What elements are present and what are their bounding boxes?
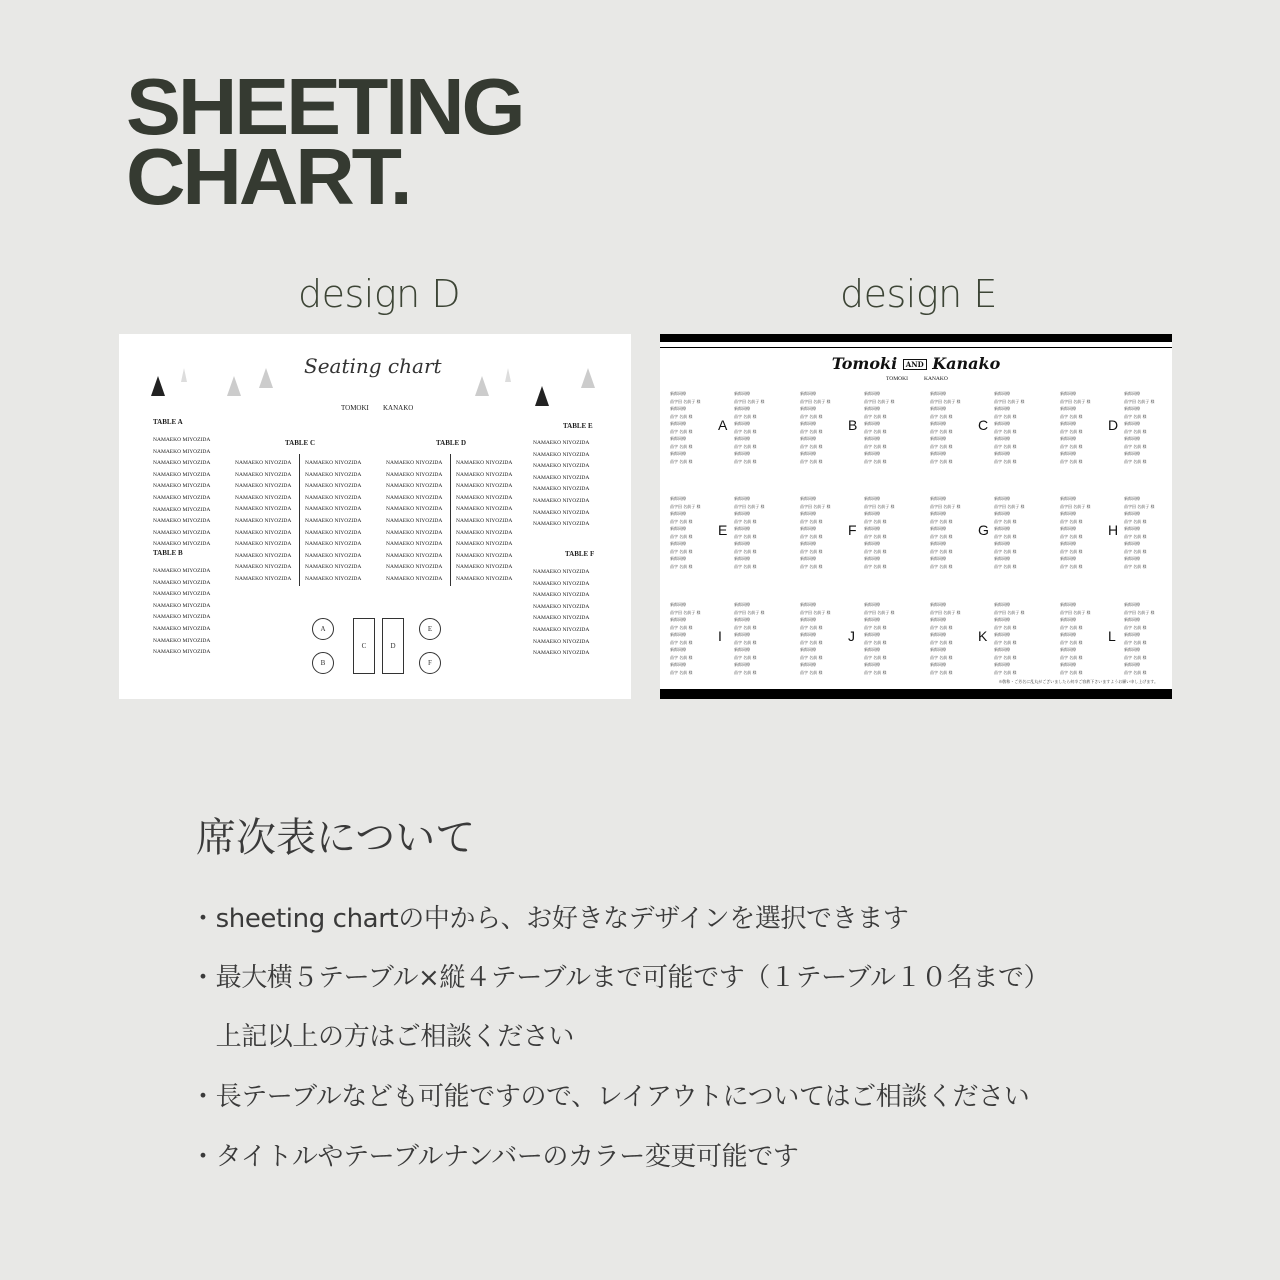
table-b-left-guests: 新郎同僚 苗字田 名前子 様 新郎同僚 苗字 名前 様 新郎同僚 苗字 名前 様 新郎同僚 苗字 名前 様 新郎同僚 苗字 名前 様 — [800, 391, 831, 464]
table-g-left-guests: 新郎同僚 苗字田 名前子 様 新郎同僚 苗字 名前 様 新郎同僚 苗字 名前 様 新郎同僚 苗字 名前 様 新郎同僚 苗字 名前 様 — [930, 496, 961, 569]
table-f-label: TABLE F — [565, 550, 595, 558]
tree-icon — [581, 368, 595, 388]
table-i-label: I — [718, 628, 722, 644]
table-e-list: NAMAEKO NIYOZIDA NAMAEKO NIYOZIDA NAMAEKO NIYOZIDA NAMAEKO NIYOZIDA NAMAEKO NIYOZIDA NAMAEKO NIYOZIDA NAMAEKO NIYOZIDA NAMAEKO NIYOZIDA — [533, 440, 590, 528]
tree-icon — [181, 368, 187, 382]
bottom-bar — [660, 689, 1172, 699]
design-e-label: design E — [840, 272, 997, 316]
table-c-right-guests: 新郎同僚 苗字田 名前子 様 新郎同僚 苗字 名前 様 新郎同僚 苗字 名前 様 新郎同僚 苗字 名前 様 新郎同僚 苗字 名前 様 — [994, 391, 1025, 464]
table-d-right-list: NAMAEKO NIYOZIDA NAMAEKO NIYOZIDA NAMAEKO NIYOZIDA NAMAEKO NIYOZIDA NAMAEKO NIYOZIDA NAMAEKO NIYOZIDA NAMAEKO NIYOZIDA NAMAEKO NIYOZIDA NAMAEKO NIYOZIDA NAMAEKO NIYOZIDA NAMAEKO NIYOZIDA — [456, 460, 513, 582]
table-d-right-guests: 新郎同僚 苗字田 名前子 様 新郎同僚 苗字 名前 様 新郎同僚 苗字 名前 様 新郎同僚 苗字 名前 様 新郎同僚 苗字 名前 様 — [1124, 391, 1155, 464]
table-c-label: TABLE C — [285, 439, 316, 447]
table-l-label: L — [1108, 628, 1116, 644]
table-j-left-guests: 新郎同僚 苗字田 名前子 様 新郎同僚 苗字 名前 様 新郎同僚 苗字 名前 様 新郎同僚 苗字 名前 様 新郎同僚 苗字 名前 様 — [800, 602, 831, 675]
layout-table-d: D — [382, 618, 404, 674]
bullet-3: 上記以上の方はご相談ください — [190, 1022, 575, 1052]
layout-table-b: B — [312, 652, 334, 674]
table-b-label: TABLE B — [153, 549, 183, 557]
seating-chart-title: Seating chart — [304, 354, 442, 378]
table-g-right-guests: 新郎同僚 苗字田 名前子 様 新郎同僚 苗字 名前 様 新郎同僚 苗字 名前 様 新郎同僚 苗字 名前 様 新郎同僚 苗字 名前 様 — [994, 496, 1025, 569]
groom-sub: TOMOKI — [886, 376, 908, 382]
design-d-label: design D — [298, 272, 461, 316]
table-l-left-guests: 新郎同僚 苗字田 名前子 様 新郎同僚 苗字 名前 様 新郎同僚 苗字 名前 様 新郎同僚 苗字 名前 様 新郎同僚 苗字 名前 様 — [1060, 602, 1091, 675]
table-f-right-guests: 新郎同僚 苗字田 名前子 様 新郎同僚 苗字 名前 様 新郎同僚 苗字 名前 様 新郎同僚 苗字 名前 様 新郎同僚 苗字 名前 様 — [864, 496, 895, 569]
layout-table-f: F — [419, 652, 441, 674]
table-c-left-guests: 新郎同僚 苗字田 名前子 様 新郎同僚 苗字 名前 様 新郎同僚 苗字 名前 様 新郎同僚 苗字 名前 様 新郎同僚 苗字 名前 様 — [930, 391, 961, 464]
table-a-right-guests: 新郎同僚 苗字田 名前子 様 新郎同僚 苗字 名前 様 新郎同僚 苗字 名前 様 新郎同僚 苗字 名前 様 新郎同僚 苗字 名前 様 — [734, 391, 765, 464]
table-h-label: H — [1108, 522, 1119, 538]
table-b-list: NAMAEKO MIYOZIDA NAMAEKO MIYOZIDA NAMAEKO MIYOZIDA NAMAEKO MIYOZIDA NAMAEKO MIYOZIDA NAMAEKO MIYOZIDA NAMAEKO MIYOZIDA NAMAEKO MIYOZIDA — [153, 568, 211, 656]
tree-icon — [505, 368, 511, 382]
tree-icon — [259, 368, 273, 388]
title-line-1: SHEETING — [126, 62, 523, 151]
table-c-right-list: NAMAEKO NIYOZIDA NAMAEKO NIYOZIDA NAMAEKO NIYOZIDA NAMAEKO NIYOZIDA NAMAEKO NIYOZIDA NAMAEKO NIYOZIDA NAMAEKO NIYOZIDA NAMAEKO NIYOZIDA NAMAEKO NIYOZIDA NAMAEKO NIYOZIDA NAMAEKO NIYOZIDA — [305, 460, 362, 582]
tree-icon — [535, 386, 549, 406]
table-b-label: B — [848, 417, 858, 433]
table-a-label: A — [718, 417, 728, 433]
tree-icon — [475, 376, 489, 396]
table-d-left-guests: 新郎同僚 苗字田 名前子 様 新郎同僚 苗字 名前 様 新郎同僚 苗字 名前 様 新郎同僚 苗字 名前 様 新郎同僚 苗字 名前 様 — [1060, 391, 1091, 464]
table-b-right-guests: 新郎同僚 苗字田 名前子 様 新郎同僚 苗字 名前 様 新郎同僚 苗字 名前 様 新郎同僚 苗字 名前 様 新郎同僚 苗字 名前 様 — [864, 391, 895, 464]
table-d-label: TABLE D — [436, 439, 467, 447]
groom-name: TOMOKI — [341, 404, 369, 412]
bullet-4: ・長テーブルなども可能ですので、レイアウトについてはご相談ください — [190, 1082, 1030, 1112]
table-k-left-guests: 新郎同僚 苗字田 名前子 様 新郎同僚 苗字 名前 様 新郎同僚 苗字 名前 様 新郎同僚 苗字 名前 様 新郎同僚 苗字 名前 様 — [930, 602, 961, 675]
design-e-preview[interactable] — [660, 334, 1172, 699]
table-f-list: NAMAEKO NIYOZIDA NAMAEKO NIYOZIDA NAMAEKO NIYOZIDA NAMAEKO NIYOZIDA NAMAEKO NIYOZIDA NAMAEKO NIYOZIDA NAMAEKO NIYOZIDA NAMAEKO NIYOZIDA — [533, 569, 590, 657]
table-d-divider — [450, 454, 451, 586]
table-i-left-guests: 新郎同僚 苗字田 名前子 様 新郎同僚 苗字 名前 様 新郎同僚 苗字 名前 様 新郎同僚 苗字 名前 様 新郎同僚 苗字 名前 様 — [670, 602, 701, 675]
table-c-left-list: NAMAEKO NIYOZIDA NAMAEKO NIYOZIDA NAMAEKO NIYOZIDA NAMAEKO NIYOZIDA NAMAEKO NIYOZIDA NAMAEKO NIYOZIDA NAMAEKO NIYOZIDA NAMAEKO NIYOZIDA NAMAEKO NIYOZIDA NAMAEKO NIYOZIDA NAMAEKO NIYOZIDA — [235, 460, 292, 582]
bullet-2: ・最大横５テーブル×縦４テーブルまで可能です（１テーブル１０名まで） — [190, 963, 1050, 993]
bride-name: KANAKO — [383, 404, 414, 412]
bullet-5: ・タイトルやテーブルナンバーのカラー変更可能です — [190, 1142, 799, 1172]
table-c-divider — [299, 454, 300, 586]
layout-table-a: A — [312, 618, 334, 640]
table-j-label: J — [848, 628, 855, 644]
table-l-right-guests: 新郎同僚 苗字田 名前子 様 新郎同僚 苗字 名前 様 新郎同僚 苗字 名前 様 新郎同僚 苗字 名前 様 新郎同僚 苗字 名前 様 — [1124, 602, 1155, 675]
table-k-right-guests: 新郎同僚 苗字田 名前子 様 新郎同僚 苗字 名前 様 新郎同僚 苗字 名前 様 新郎同僚 苗字 名前 様 新郎同僚 苗字 名前 様 — [994, 602, 1025, 675]
table-j-right-guests: 新郎同僚 苗字田 名前子 様 新郎同僚 苗字 名前 様 新郎同僚 苗字 名前 様 新郎同僚 苗字 名前 様 新郎同僚 苗字 名前 様 — [864, 602, 895, 675]
top-bar — [660, 334, 1172, 342]
tree-icon — [151, 376, 165, 396]
table-h-right-guests: 新郎同僚 苗字田 名前子 様 新郎同僚 苗字 名前 様 新郎同僚 苗字 名前 様 新郎同僚 苗字 名前 様 新郎同僚 苗字 名前 様 — [1124, 496, 1155, 569]
table-e-label: TABLE E — [563, 422, 593, 430]
table-a-left-guests: 新郎同僚 苗字田 名前子 様 新郎同僚 苗字 名前 様 新郎同僚 苗字 名前 様 新郎同僚 苗字 名前 様 新郎同僚 苗字 名前 様 — [670, 391, 701, 464]
layout-table-c: C — [353, 618, 375, 674]
note: ※敬称・ご芳名に乱丸がございましたら何卒ご容赦下さいますようお願い申し上げます。 — [998, 679, 1158, 684]
table-k-label: K — [978, 628, 988, 644]
bride-sub: KANAKO — [924, 376, 948, 382]
table-e-left-guests: 新郎同僚 苗字田 名前子 様 新郎同僚 苗字 名前 様 新郎同僚 苗字 名前 様 新郎同僚 苗字 名前 様 新郎同僚 苗字 名前 様 — [670, 496, 701, 569]
page-title — [126, 62, 523, 221]
table-e-label: E — [718, 522, 728, 538]
table-f-left-guests: 新郎同僚 苗字田 名前子 様 新郎同僚 苗字 名前 様 新郎同僚 苗字 名前 様 新郎同僚 苗字 名前 様 新郎同僚 苗字 名前 様 — [800, 496, 831, 569]
section-heading: 席次表について — [196, 815, 476, 861]
table-a-label: TABLE A — [153, 418, 183, 426]
couple-title: Tomoki AND Kanako — [831, 354, 1001, 373]
table-a-list: NAMAEKO MIYOZIDA NAMAEKO MIYOZIDA NAMAEKO MIYOZIDA NAMAEKO MIYOZIDA NAMAEKO MIYOZIDA NAMAEKO MIYOZIDA NAMAEKO MIYOZIDA NAMAEKO MIYOZIDA NAMAEKO MIYOZIDA NAMAEKO MIYOZIDA — [153, 437, 211, 548]
design-d-preview[interactable] — [119, 334, 631, 699]
tree-icon — [227, 376, 241, 396]
layout-table-e: E — [419, 618, 441, 640]
title-line-2: CHART. — [126, 132, 410, 221]
table-c-label: C — [978, 417, 989, 433]
table-i-right-guests: 新郎同僚 苗字田 名前子 様 新郎同僚 苗字 名前 様 新郎同僚 苗字 名前 様 新郎同僚 苗字 名前 様 新郎同僚 苗字 名前 様 — [734, 602, 765, 675]
table-h-left-guests: 新郎同僚 苗字田 名前子 様 新郎同僚 苗字 名前 様 新郎同僚 苗字 名前 様 新郎同僚 苗字 名前 様 新郎同僚 苗字 名前 様 — [1060, 496, 1091, 569]
table-f-label: F — [848, 522, 857, 538]
table-g-label: G — [978, 522, 989, 538]
table-e-right-guests: 新郎同僚 苗字田 名前子 様 新郎同僚 苗字 名前 様 新郎同僚 苗字 名前 様 新郎同僚 苗字 名前 様 新郎同僚 苗字 名前 様 — [734, 496, 765, 569]
bullet-1: ・sheeting chartの中から、お好きなデザインを選択できます — [190, 904, 909, 934]
table-d-label: D — [1108, 417, 1119, 433]
top-line — [660, 347, 1172, 348]
table-d-left-list: NAMAEKO NIYOZIDA NAMAEKO NIYOZIDA NAMAEKO NIYOZIDA NAMAEKO NIYOZIDA NAMAEKO NIYOZIDA NAMAEKO NIYOZIDA NAMAEKO NIYOZIDA NAMAEKO NIYOZIDA NAMAEKO NIYOZIDA NAMAEKO NIYOZIDA NAMAEKO NIYOZIDA — [386, 460, 443, 582]
